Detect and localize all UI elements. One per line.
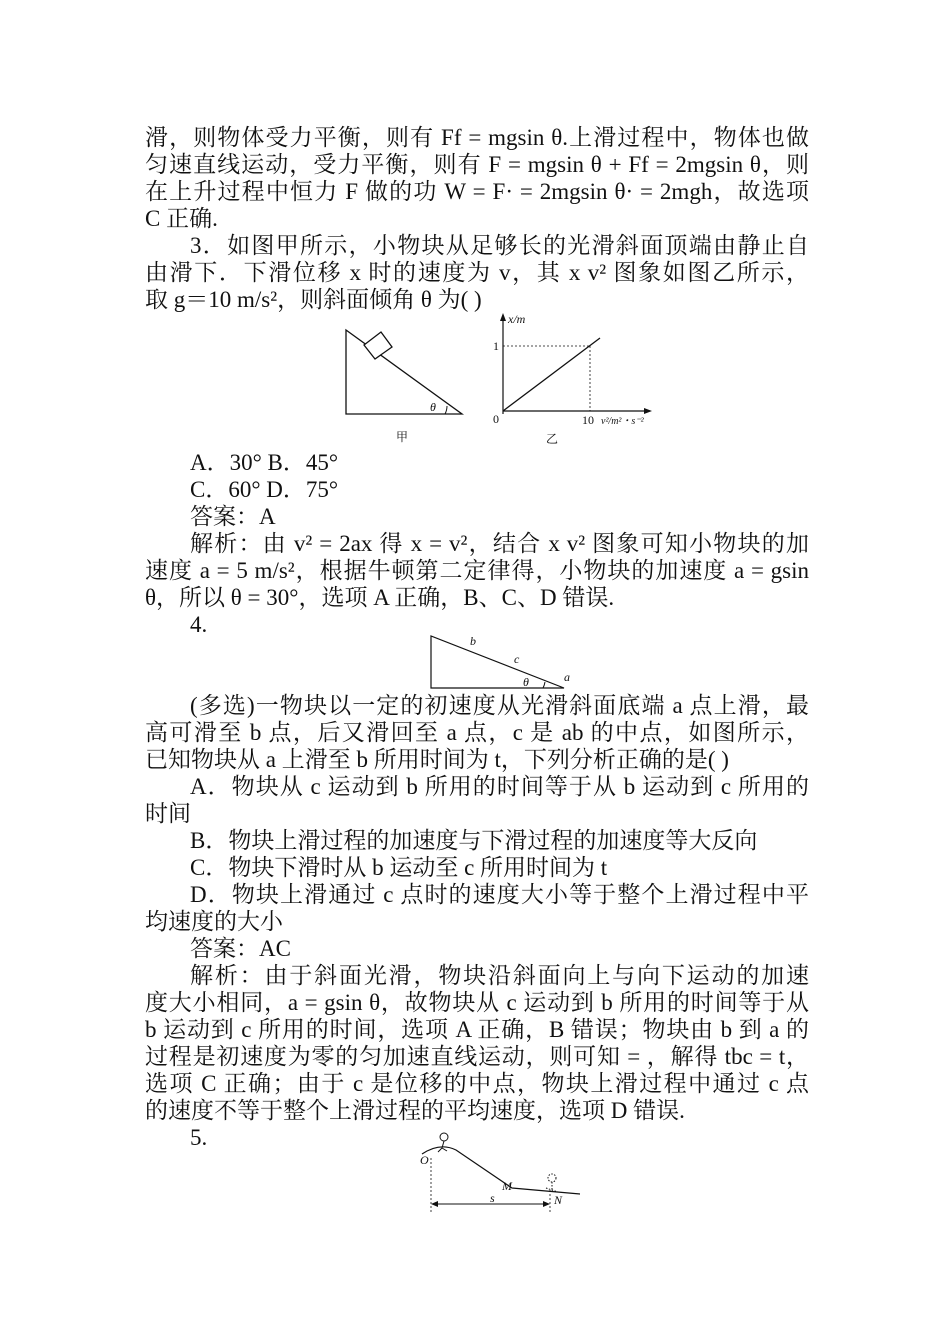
slope-track bbox=[422, 1147, 580, 1194]
distance-arrow-right bbox=[543, 1201, 550, 1207]
q3-answer: 答案：A bbox=[190, 504, 276, 529]
q4-stem: 高可滑至 b 点，后又滑回至 a 点，c 是 ab 的中点，如图所示， bbox=[145, 720, 809, 745]
incline-triangle bbox=[431, 636, 564, 688]
skier-head bbox=[440, 1133, 448, 1141]
q4-analysis: 选项 C 正确；由于 c 是位移的中点，物块上滑过程中通过 c 点 bbox=[145, 1071, 809, 1096]
q4-option: 时间 bbox=[145, 801, 191, 826]
origin-label: 0 bbox=[493, 412, 499, 426]
q3-analysis: 解析：由 v² = 2ax 得 x = v²，结合 x v² 图象可知小物块的加 bbox=[190, 531, 809, 556]
figure-q4-incline bbox=[426, 630, 576, 692]
figure-jia bbox=[340, 322, 470, 422]
y-tick-label: 1 bbox=[493, 339, 499, 353]
point-a-label: a bbox=[564, 670, 570, 684]
q4-analysis: b 运动到 c 所用的时间，选项 A 正确，B 错误；物块由 b 到 a 的 bbox=[145, 1017, 809, 1042]
paragraph-line: C 正确. bbox=[145, 206, 218, 231]
q4-option: C．物块下滑时从 b 运动至 c 所用时间为 t bbox=[190, 855, 608, 880]
q4-option: 均速度的大小 bbox=[145, 909, 283, 934]
q4-answer: 答案：AC bbox=[190, 936, 291, 961]
angle-label: θ bbox=[523, 675, 529, 689]
q4-analysis: 度大小相同，a = gsin θ，故物块从 c 运动到 b 所用的时间等于从 bbox=[145, 990, 809, 1015]
y-axis-label: x/m bbox=[508, 312, 526, 326]
q4-option: B．物块上滑过程的加速度与下滑过程的加速度等大反向 bbox=[190, 828, 758, 853]
x-axis-label: v²/m²・s⁻² bbox=[601, 416, 644, 427]
q4-analysis: 的速度不等于整个上滑过程的平均速度，选项 D 错误. bbox=[145, 1098, 685, 1123]
distance-s-label: s bbox=[490, 1191, 495, 1205]
q4-stem: 已知物块从 a 上滑至 b 所用时间为 t，下列分析正确的是( ) bbox=[145, 747, 729, 772]
angle-label: θ bbox=[430, 400, 436, 414]
distance-arrow-left bbox=[431, 1201, 438, 1207]
q3-stem: 取 g＝10 m/s²，则斜面倾角 θ 为( ) bbox=[145, 287, 482, 312]
point-n-label: N bbox=[554, 1193, 563, 1207]
q3-option: C．60° D．75° bbox=[190, 477, 339, 502]
x-axis-arrow bbox=[644, 408, 652, 414]
q3-option: A．30° B．45° bbox=[190, 450, 339, 475]
point-m-label: M bbox=[502, 1179, 512, 1193]
figure-q5-slope bbox=[412, 1128, 592, 1214]
q3-stem: 由滑下．下滑位移 x 时的速度为 v，其 x v² 图象如图乙所示， bbox=[145, 260, 809, 285]
figure-caption-yi: 乙 bbox=[546, 432, 559, 446]
point-c-label: c bbox=[514, 652, 520, 666]
angle-arc bbox=[543, 682, 545, 688]
point-b-label: b bbox=[470, 634, 476, 648]
q4-option: D．物块上滑通过 c 点时的速度大小等于整个上滑过程中平 bbox=[190, 882, 809, 907]
q3-analysis: 速度 a = 5 m/s²，根据牛顿第二定律得，小物块的加速度 a = gsin bbox=[145, 558, 809, 583]
incline-triangle bbox=[346, 330, 462, 414]
q3-analysis: θ，所以 θ = 30°，选项 A 正确，B、C、D 错误. bbox=[145, 585, 615, 610]
skier-ghost-body bbox=[546, 1182, 558, 1192]
paragraph-line: 在上升过程中恒力 F 做的功 W = F· = 2mgsin θ· = 2mgh，故选项 bbox=[145, 179, 809, 204]
q5-number: 5. bbox=[190, 1125, 208, 1150]
q4-number: 4. bbox=[190, 612, 208, 637]
figure-caption-jia: 甲 bbox=[396, 430, 409, 444]
paragraph-line: 匀速直线运动，受力平衡，则有 F = mgsin θ + Ff = 2mgsin θ，则 bbox=[145, 152, 809, 177]
skier-ghost-head bbox=[548, 1174, 556, 1182]
q4-stem: (多选)一物块以一定的初速度从光滑斜面底端 a 点上滑，最 bbox=[190, 693, 809, 718]
paragraph-line: 滑，则物体受力平衡，则有 Ff = mgsin θ.上滑过程中，物体也做 bbox=[145, 125, 809, 150]
data-line bbox=[503, 338, 600, 411]
figure-yi bbox=[484, 310, 660, 430]
block bbox=[364, 332, 392, 359]
q3-stem: 3．如图甲所示，小物块从足够长的光滑斜面顶端由静止自 bbox=[190, 233, 809, 258]
q4-analysis: 过程是初速度为零的匀加速直线运动，则可知 = ，解得 tbc = t， bbox=[145, 1044, 809, 1069]
x-tick-label: 10 bbox=[582, 413, 594, 427]
y-axis-arrow bbox=[500, 313, 506, 321]
q4-analysis: 解析：由于斜面光滑，物块沿斜面向上与向下运动的加速 bbox=[190, 963, 809, 988]
q4-option: A．物块从 c 运动到 b 所用的时间等于从 b 运动到 c 所用的 bbox=[190, 774, 809, 799]
point-o-label: O bbox=[420, 1153, 429, 1167]
angle-arc bbox=[445, 406, 447, 414]
